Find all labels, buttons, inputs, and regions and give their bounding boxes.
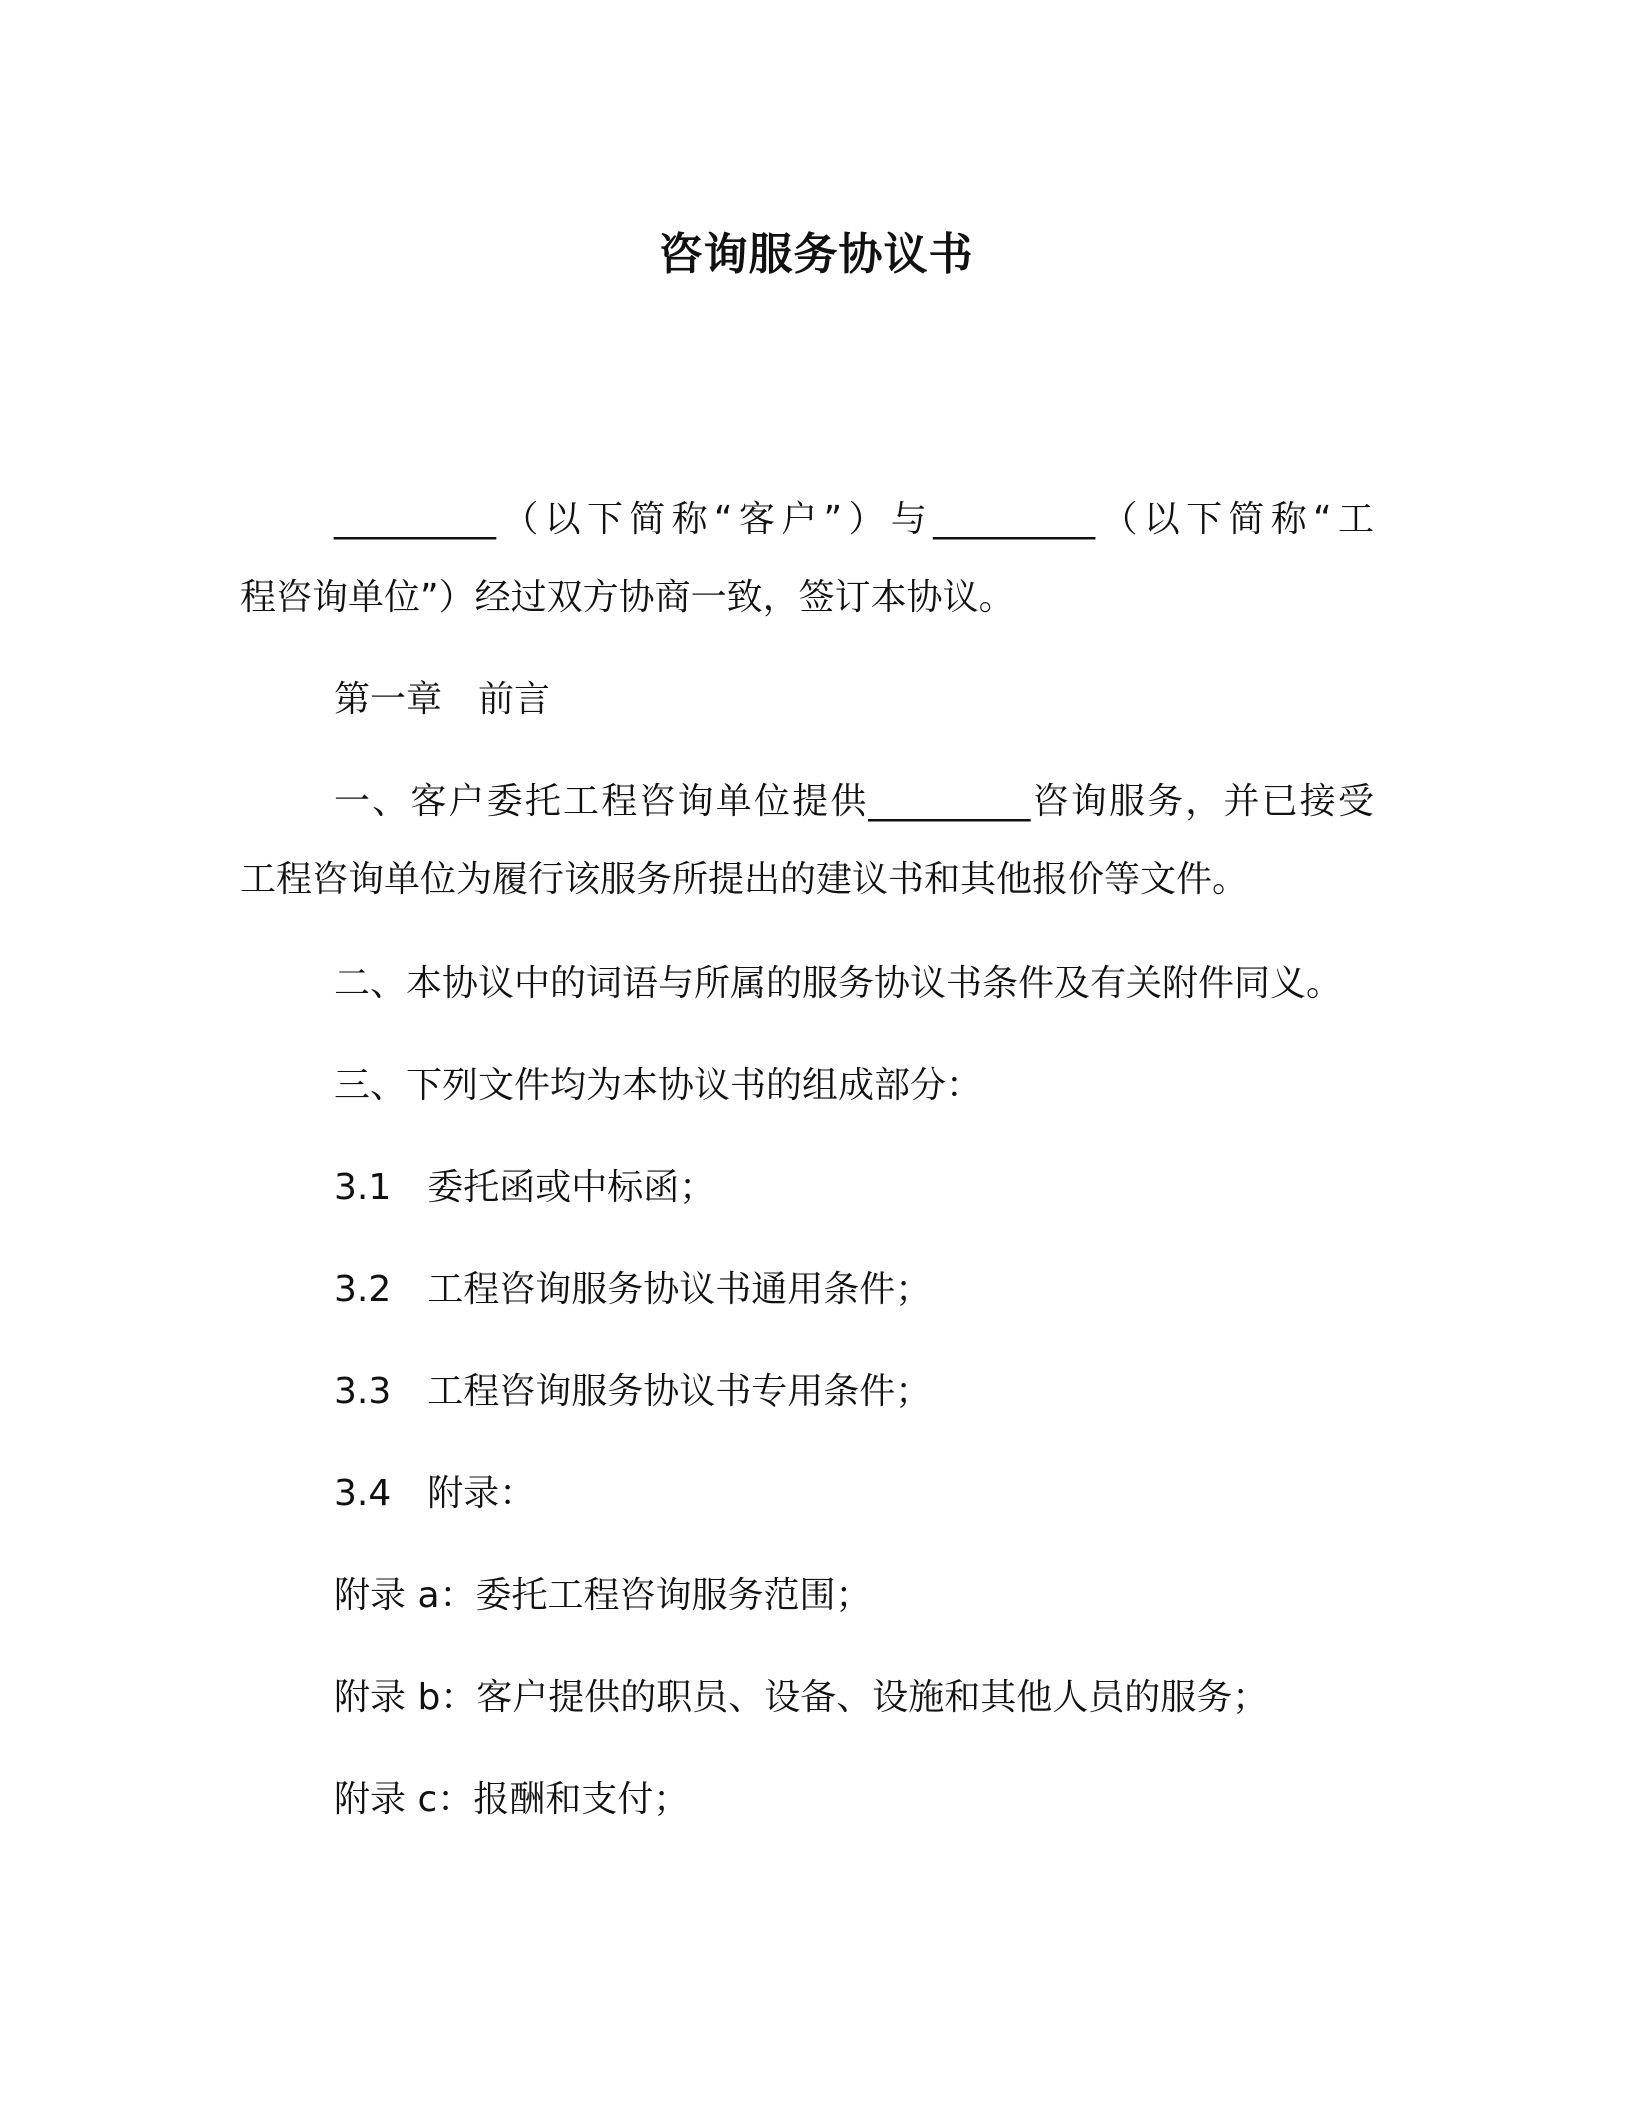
clause-1-line-1: 一、客户委托工程咨询单位提供_________咨询服务，并已接受 xyxy=(334,781,1374,822)
clause-3: 三、下列文件均为本协议书的组成部分： xyxy=(334,1065,983,1106)
chapter-heading: 第一章 前言 xyxy=(334,679,551,720)
list-item: 3.3 工程咨询服务协议书专用条件； xyxy=(334,1371,932,1412)
clause-1-line-2: 工程咨询单位为履行该服务所提出的建议书和其他报价等文件。 xyxy=(240,859,1249,900)
list-item: 3.2 工程咨询服务协议书通用条件； xyxy=(334,1269,932,1310)
document-title: 咨询服务协议书 xyxy=(658,229,974,280)
appendix-item: 附录 b：客户提供的职员、设备、设施和其他人员的服务； xyxy=(334,1677,1269,1718)
clause-2: 二、本协议中的词语与所属的服务协议书条件及有关附件同义。 xyxy=(334,963,1343,1004)
intro-line-2: 程咨询单位”）经过双方协商一致，签订本协议。 xyxy=(240,577,1015,618)
list-item: 3.1 委托函或中标函； xyxy=(334,1167,716,1208)
appendix-item: 附录 c：报酬和支付； xyxy=(334,1779,690,1820)
intro-line-1: _________（以下简称“客户”）与_________（以下简称“工 xyxy=(334,499,1374,540)
appendix-item: 附录 a：委托工程咨询服务范围； xyxy=(334,1575,872,1616)
list-item: 3.4 附录： xyxy=(334,1473,536,1514)
